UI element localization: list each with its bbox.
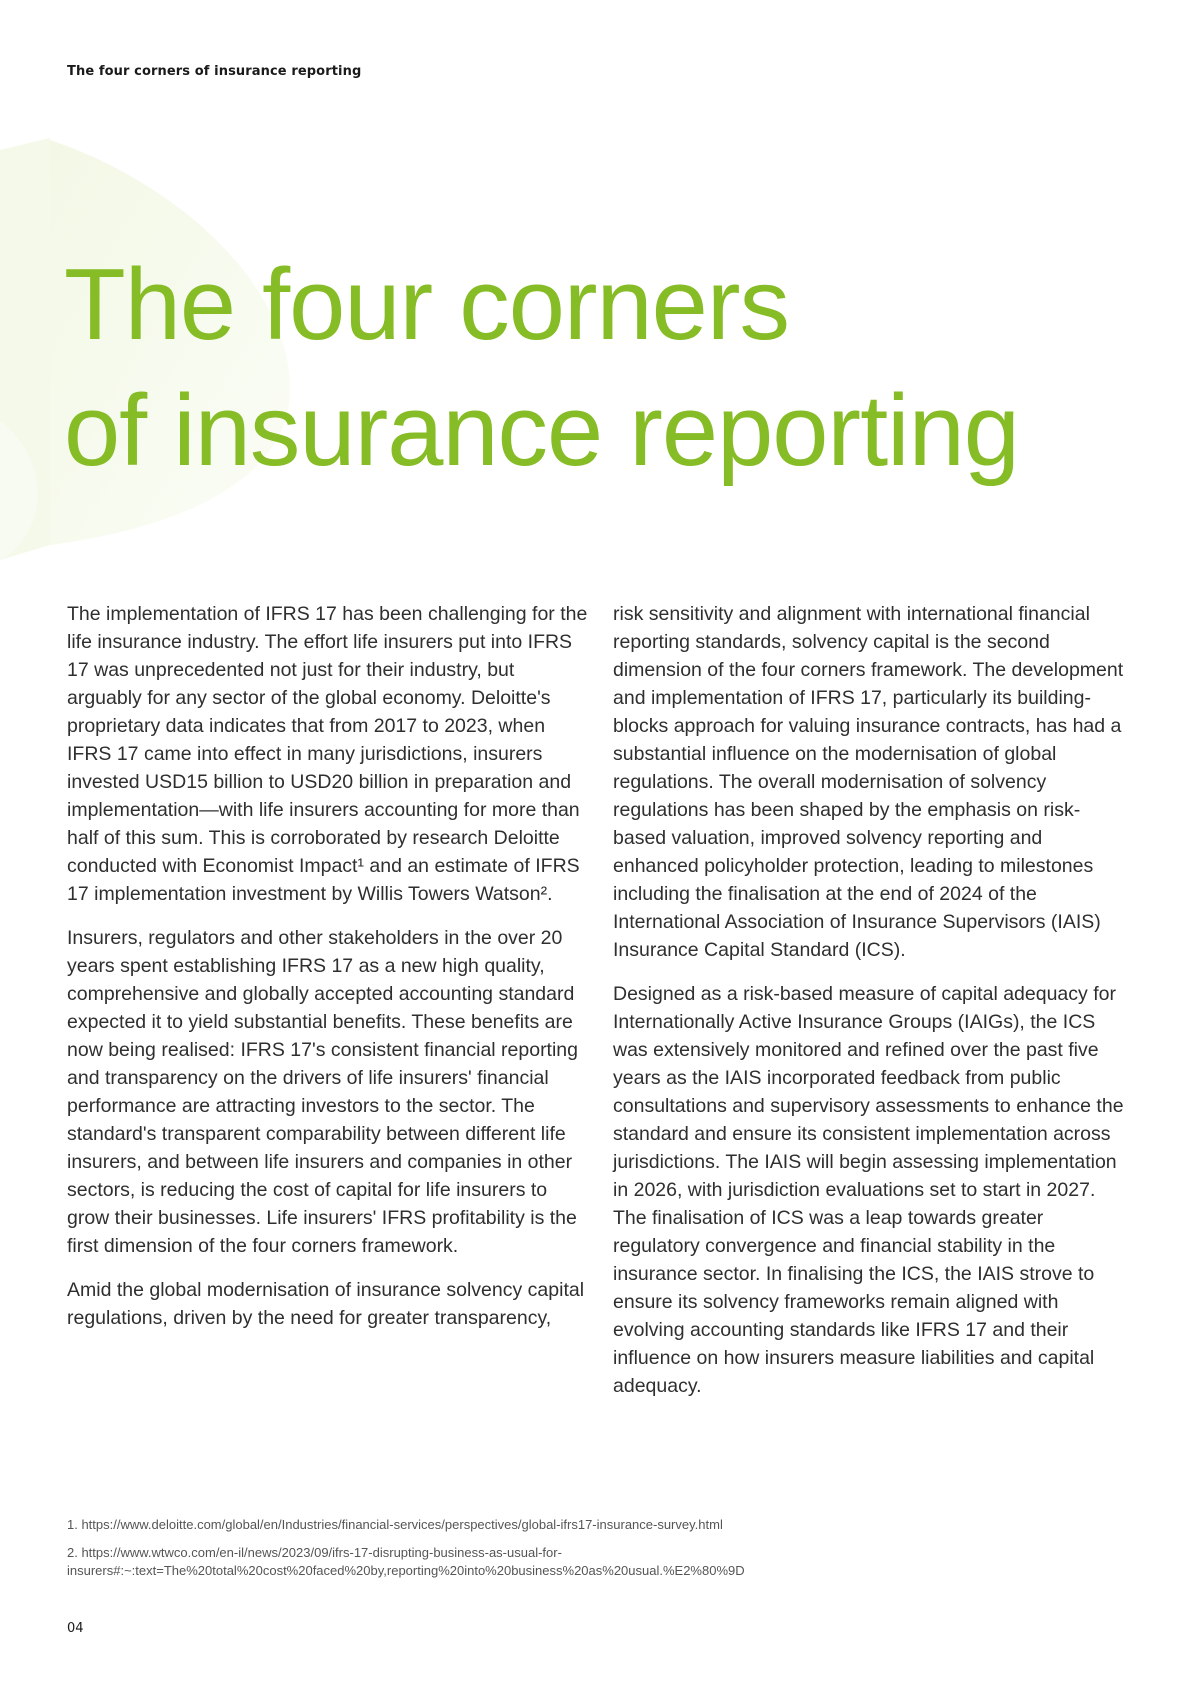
paragraph: Designed as a risk-based measure of capital adequacy for Internationally Active Insurance Groups (IAIGs), the ICS was extensively monitored and refined over the past five years as the IAIS incorporated feedback from public consultations and supervisory assessments to enhance the standard and ensure its consistent implementation across jurisdictions. The IAIS will begin assessing implementation in 2026, with jurisdiction evaluations set to start in 2027. The finalisation of ICS was a leap towards greater regulatory convergence and financial stability in the insurance sector. In finalising the ICS, the IAIS strove to ensure its solvency frameworks remain aligned with evolving accounting standards like IFRS 17 and their influence on how insurers measure liabilities and capital adequacy. (613, 983, 1124, 1397)
paragraph: The implementation of IFRS 17 has been challenging for the life insurance industry. The effort life insurers put into IFRS 17 was unprecedented not just for their industry, but arguably for any sector of the global economy. Deloitte's proprietary data indicates that from 2017 to 2023, when IFRS 17 came into effect in many jurisdictions, insurers invested USD15 billion to USD20 billion in preparation and implementation—with life insurers accounting for more than half of this sum. This is corroborated by research Deloitte conducted with Economist Impact¹ and an estimate of IFRS 17 implementation investment by Willis Towers Watson². (67, 603, 588, 905)
running-header: The four corners of insurance reporting (67, 64, 362, 79)
body-column-left (67, 600, 592, 1348)
footnote-2: 2. https://www.wtwco.com/en-il/news/2023/09/ifrs-17-disrupting-business-as-usual-for-insurers#:~:text=The%20total%20cost%20faced%20by,reporting%20into%20business%20as%20usual.%E2%80%9D (67, 1545, 745, 1578)
footnote-1: 1. https://www.deloitte.com/global/en/Industries/financial-services/perspectives/global-ifrs17-insurance-survey.html (67, 1517, 723, 1532)
paragraph: Amid the global modernisation of insurance solvency capital regulations, driven by the need for greater transparency, (67, 1279, 585, 1329)
paragraph: risk sensitivity and alignment with international financial reporting standards, solvency capital is the second dimension of the four corners framework. The development and implementation of IFRS 17, particularly its building-blocks approach for valuing insurance contracts, has had a substantial influence on the modernisation of global regulations. The overall modernisation of solvency regulations has been shaped by the emphasis on risk-based valuation, improved solvency reporting and enhanced policyholder protection, leading to milestones including the finalisation at the end of 2024 of the International Association of Insurance Supervisors (IAIS) Insurance Capital Standard (ICS). (613, 603, 1124, 961)
paragraph: Insurers, regulators and other stakeholders in the over 20 years spent establishing IFRS 17 as a new high quality, comprehensive and globally accepted accounting standard expected it to yield substantial benefits. These benefits are now being realised: IFRS 17's consistent financial reporting and transparency on the drivers of life insurers' financial performance are attracting investors to the sector. The standard's transparent comparability between different life insurers, and between life insurers and companies in other sectors, is reducing the cost of capital for life insurers to grow their businesses. Life insurers' IFRS profitability is the first dimension of the four corners framework. (67, 927, 578, 1257)
page-title-line-1: The four corners (64, 249, 789, 361)
footnotes (67, 1516, 1147, 1590)
page-title (64, 242, 1019, 494)
page-title-line-2: of insurance reporting (64, 375, 1019, 487)
body-column-right (613, 600, 1133, 1416)
page-number: 04 (67, 1621, 84, 1636)
